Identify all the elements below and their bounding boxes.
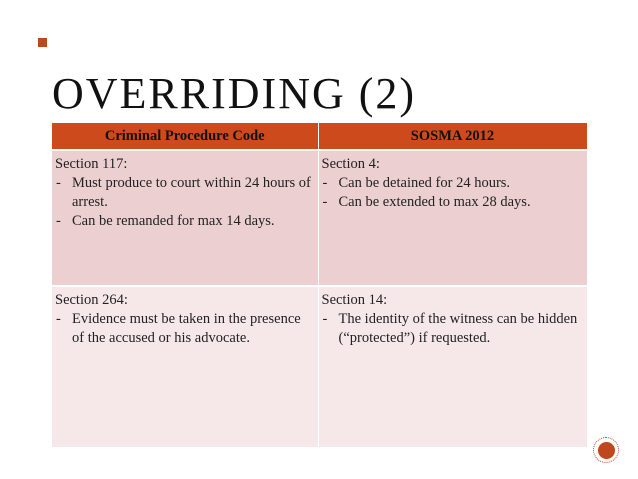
dash-bullet: - — [56, 175, 61, 191]
bullet-list — [322, 310, 583, 348]
bullet-list — [55, 310, 314, 348]
table-row — [52, 286, 587, 447]
table-cell — [52, 286, 318, 447]
bullet-list — [322, 174, 583, 212]
comparison-table — [52, 123, 588, 447]
section-label: Section 264: — [55, 292, 128, 308]
list-item-text: The identity of the witness can be hidden (“protected”) if requested. — [338, 311, 578, 346]
header-criminal-procedure-code: Criminal Procedure Code — [52, 123, 318, 150]
list-item-text: Can be detained for 24 hours. — [338, 175, 511, 191]
list-item-text: Evidence must be taken in the presence of the accused or his advocate. — [72, 311, 301, 346]
section-label: Section 4: — [321, 156, 380, 172]
dash-bullet: - — [56, 213, 61, 229]
table-cell — [318, 286, 587, 447]
page-number — [598, 442, 615, 459]
list-item-text: Can be remanded for max 14 days. — [72, 213, 275, 229]
dash-bullet: - — [56, 311, 61, 327]
list-item — [322, 310, 583, 348]
table-header-row — [52, 123, 587, 150]
dash-bullet: - — [322, 194, 328, 210]
list-item-text: Can be extended to max 28 days. — [338, 194, 531, 210]
section-label: Section 14: — [321, 292, 388, 308]
list-item — [322, 174, 583, 193]
list-item — [322, 193, 583, 212]
slide-title: OVERRIDING (2) — [52, 69, 417, 118]
list-item-text: Must produce to court within 24 hours of arrest. — [72, 175, 311, 210]
table-cell — [318, 150, 587, 286]
list-item — [55, 310, 314, 348]
list-item — [55, 212, 314, 231]
header-sosma-2012: SOSMA 2012 — [318, 123, 587, 150]
bullet-list — [55, 174, 314, 231]
section-label: Section 117: — [55, 156, 128, 172]
list-item — [55, 174, 314, 212]
title-accent-square — [38, 38, 47, 47]
table-cell — [52, 150, 318, 286]
page-number-badge — [593, 437, 619, 463]
dash-bullet: - — [322, 311, 328, 327]
dash-bullet: - — [322, 175, 328, 191]
table-row — [52, 150, 587, 286]
